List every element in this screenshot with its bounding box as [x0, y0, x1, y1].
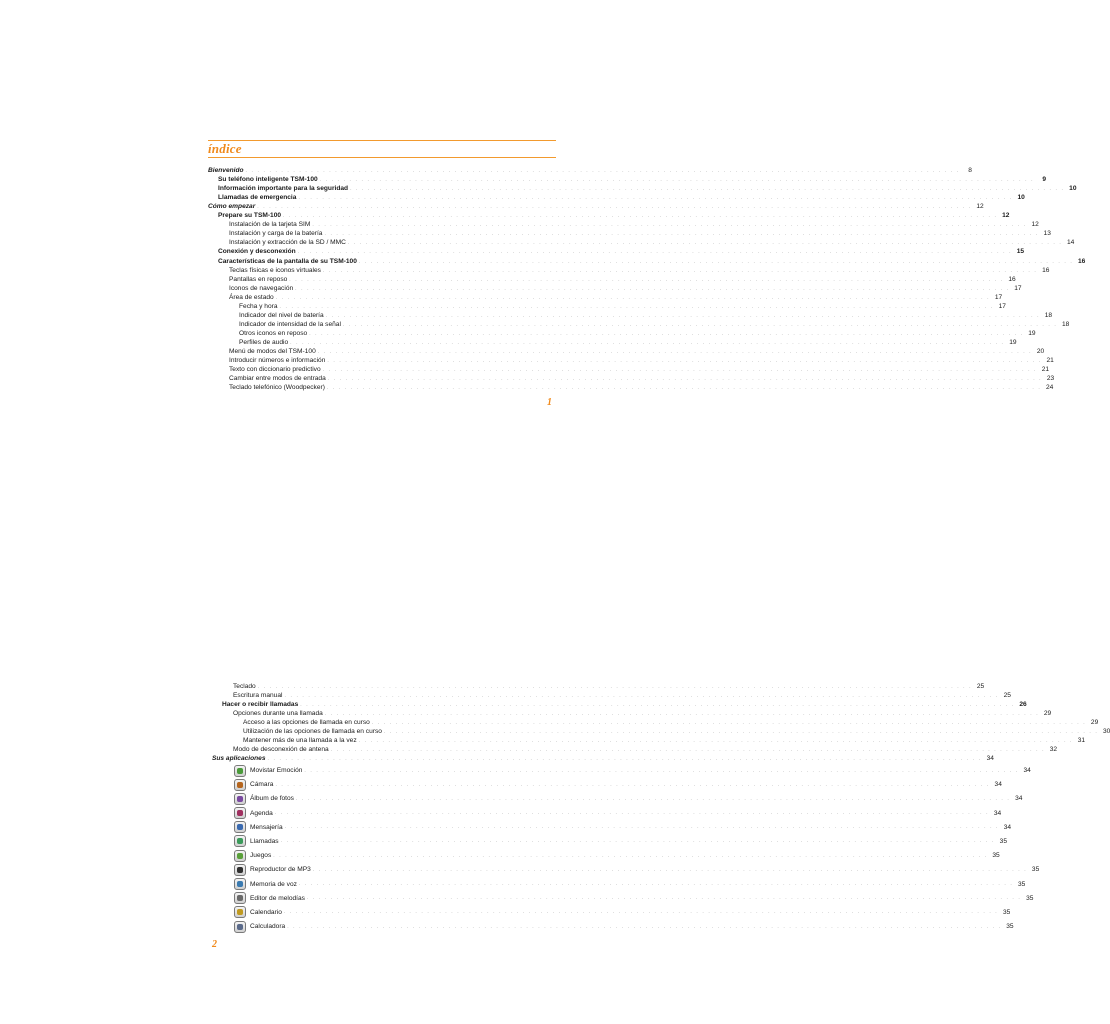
toc-leader-dots: . . . . . . . . . . . . . . . . . . . . . . . . . . . . . . . . . . . . . . . . . . . . . . . . . . . . . . . . . . . . . . . . . . . . . . . . . . . . . . . . . . . . . . . . . . . . . . . . . . . . . . . . . . . . . . . . . . . . . . . . [317, 348, 1033, 355]
app-entry-page: 35 [1006, 923, 1014, 931]
app-icon-glyph [237, 768, 243, 774]
toc-entry[interactable] [208, 275, 1016, 284]
app-icon-glyph [237, 909, 243, 915]
toc-entry-page: 8 [968, 167, 972, 175]
toc-entry[interactable] [212, 745, 1058, 754]
toc-leader-dots: . . . . . . . . . . . . . . . . . . . . . . . . . . . . . . . . . . . . . . . . . . . . . . . . . . . . . . . . . . . . . . . . . . . . . . . . . . . . . . . . . . . . . . . . . . . . . . . . . . . . . . . . . . . . . . . . . . . . . . . . [284, 693, 999, 700]
toc-entry-label: Acceso a las opciones de llamada en curso [243, 719, 370, 727]
toc-entry-label: Pantallas en reposo [229, 275, 288, 283]
applications-list [212, 763, 1040, 933]
mp3-player-icon [234, 864, 246, 876]
app-entry[interactable] [212, 778, 1002, 792]
toc-entry-page: 13 [1043, 230, 1051, 238]
toc-leader-dots: . . . . . . . . . . . . . . . . . . . . . . . . . . . . . . . . . . . . . . . . . . . . . . . . . . . . . . . . . . . . . . . . . . . . . . . . . . . . . . . . . . . . . . . . . . . . . . . . . . . . . . . . . . . . . . . . . . . . . . . . [257, 204, 972, 211]
app-entry[interactable] [212, 820, 1012, 834]
app-icon-glyph [237, 853, 243, 859]
app-icon-glyph [237, 924, 243, 930]
toc-entry-page: 12 [976, 203, 984, 211]
toc-leader-dots: . . . . . . . . . . . . . . . . . . . . . . . . . . . . . . . . . . . . . . . . . . . . . . . . . . . . . . . . . . . . . . . . . . . . . . . . . . . . . . . . . . . . . . . . . . . . . . . . . . . . . . . . . . . . . . . . . . . . . . . . [297, 249, 1013, 256]
toc-entry-page: 14 [1066, 239, 1075, 247]
toc-entry-page: 26 [1019, 701, 1027, 709]
toc-leader-dots: . . . . . . . . . . . . . . . . . . . . . . . . . . . . . . . . . . . . . . . . . . . . . . . . . . . . . . . . . . . . . . . . . . . . . . . . . . . . . . . . . . . . . . . . . . . . . . . . . . . . . . . . . . . . . . . . . . . . . . . . [289, 276, 1004, 283]
toc-page-2 [212, 682, 1110, 934]
toc-entry[interactable] [212, 682, 985, 691]
melody-editor-icon [234, 892, 246, 904]
toc-leader-dots: . . . . . . . . . . . . . . . . . . . . . . . . . . . . . . . . . . . . . . . . . . . . . . . . . . . . . . . . . . . . . . . . . . . . . . . . . . . . . . . . . . . . . . . . . . . . . . . . . . . . . . . . . . . . . . . . . . . . . . . . [283, 909, 999, 916]
toc-entry-page: 30 [1103, 728, 1110, 736]
toc-entry-label: Instalación y extracción de la SD / MMC [229, 239, 346, 247]
toc-entry-label: Opciones durante una llamada [233, 710, 323, 718]
toc-entry-page: 10 [1069, 185, 1077, 193]
app-entry-label: Cámara [250, 781, 274, 789]
app-icon-glyph [237, 796, 243, 802]
toc-leader-dots: . . . . . . . . . . . . . . . . . . . . . . . . . . . . . . . . . . . . . . . . . . . . . . . . . . . . . . . . . . . . . . . . . . . . . . . . . . . . . . . . . . . . . . . . . . . . . . . . . . . . . . . . . . . . . . . . . . . . . . . . [358, 738, 1074, 745]
toc-leader-dots: . . . . . . . . . . . . . . . . . . . . . . . . . . . . . . . . . . . . . . . . . . . . . . . . . . . . . . . . . . . . . . . . . . . . . . . . . . . . . . . . . . . . . . . . . . . . . . . . . . . . . . . . . . . . . . . . . . . . . . . . [371, 720, 1087, 727]
app-entry[interactable] [212, 877, 1026, 891]
app-entry-page: 35 [1031, 866, 1040, 874]
toc-entry-page: 18 [1044, 311, 1053, 319]
calls-icon [234, 835, 246, 847]
toc-leader-dots: . . . . . . . . . . . . . . . . . . . . . . . . . . . . . . . . . . . . . . . . . . . . . . . . . . . . . . . . . . . . . . . . . . . . . . . . . . . . . . . . . . . . . . . . . . . . . . . . . . . . . . . . . . . . . . . . . . . . . . . . [275, 294, 991, 301]
toc-leader-dots: . . . . . . . . . . . . . . . . . . . . . . . . . . . . . . . . . . . . . . . . . . . . . . . . . . . . . . . . . . . . . . . . . . . . . . . . . . . . . . . . . . . . . . . . . . . . . . . . . . . . . . . . . . . . . . . . . . . . . . . . [267, 756, 982, 763]
toc-leader-dots: . . . . . . . . . . . . . . . . . . . . . . . . . . . . . . . . . . . . . . . . . . . . . . . . . . . . . . . . . . . . . . . . . . . . . . . . . . . . . . . . . . . . . . . . . . . . . . . . . . . . . . . . . . . . . . . . . . . . . . . . [330, 747, 1046, 754]
app-entry-page: 34 [993, 809, 1002, 817]
app-icon-glyph [237, 824, 243, 830]
app-entry-page: 35 [1018, 880, 1026, 888]
app-entry-label: Agenda [250, 809, 273, 817]
toc-entry-label: Información importante para la seguridad [218, 185, 349, 193]
toc-entry[interactable] [208, 383, 1054, 392]
movistar-icon [234, 765, 246, 777]
toc-entry-page: 19 [1009, 338, 1017, 346]
app-entry-label: Memoria de voz [250, 880, 297, 888]
app-entry-label: Álbum de fotos [250, 795, 294, 803]
toc-list-page-2 [212, 682, 1110, 763]
app-entry-page: 34 [1023, 767, 1031, 775]
toc-entry-label: Fecha y hora [239, 302, 278, 310]
toc-entry-label: Conexión y desconexión [218, 248, 296, 256]
toc-leader-dots: . . . . . . . . . . . . . . . . . . . . . . . . . . . . . . . . . . . . . . . . . . . . . . . . . . . . . . . . . . . . . . . . . . . . . . . . . . . . . . . . . . . . . . . . . . . . . . . . . . . . . . . . . . . . . . . . . . . . . . . . [383, 729, 1099, 736]
toc-leader-dots: . . . . . . . . . . . . . . . . . . . . . . . . . . . . . . . . . . . . . . . . . . . . . . . . . . . . . . . . . . . . . . . . . . . . . . . . . . . . . . . . . . . . . . . . . . . . . . . . . . . . . . . . . . . . . . . . . . . . . . . . [257, 684, 973, 691]
photo-album-icon [234, 793, 246, 805]
toc-leader-dots: . . . . . . . . . . . . . . . . . . . . . . . . . . . . . . . . . . . . . . . . . . . . . . . . . . . . . . . . . . . . . . . . . . . . . . . . . . . . . . . . . . . . . . . . . . . . . . . . . . . . . . . . . . . . . . . . . . . . . . . . [298, 195, 1013, 202]
toc-entry-page: 32 [1049, 746, 1058, 754]
app-icon-glyph [237, 895, 243, 901]
voice-memo-icon [234, 878, 246, 890]
toc-leader-dots: . . . . . . . . . . . . . . . . . . . . . . . . . . . . . . . . . . . . . . . . . . . . . . . . . . . . . . . . . . . . . . . . . . . . . . . . . . . . . . . . . . . . . . . . . . . . . . . . . . . . . . . . . . . . . . . . . . . . . . . . [325, 312, 1041, 319]
toc-entry-label: Cómo empezar [208, 203, 256, 211]
toc-leader-dots: . . . . . . . . . . . . . . . . . . . . . . . . . . . . . . . . . . . . . . . . . . . . . . . . . . . . . . . . . . . . . . . . . . . . . . . . . . . . . . . . . . . . . . . . . . . . . . . . . . . . . . . . . . . . . . . . . . . . . . . . [273, 852, 988, 859]
toc-entry-label: Instalación de la tarjeta SIM [229, 221, 311, 229]
toc-entry[interactable] [208, 193, 1025, 202]
toc-entry[interactable] [208, 338, 1017, 347]
toc-leader-dots: . . . . . . . . . . . . . . . . . . . . . . . . . . . . . . . . . . . . . . . . . . . . . . . . . . . . . . . . . . . . . . . . . . . . . . . . . . . . . . . . . . . . . . . . . . . . . . . . . . . . . . . . . . . . . . . . . . . . . . . . [319, 177, 1035, 184]
toc-leader-dots: . . . . . . . . . . . . . . . . . . . . . . . . . . . . . . . . . . . . . . . . . . . . . . . . . . . . . . . . . . . . . . . . . . . . . . . . . . . . . . . . . . . . . . . . . . . . . . . . . . . . . . . . . . . . . . . . . . . . . . . . [245, 168, 960, 175]
toc-entry-page: 12 [1031, 221, 1039, 229]
toc-entry[interactable] [208, 356, 1054, 365]
toc-entry[interactable] [208, 266, 1050, 275]
page-number: 1 [547, 397, 552, 408]
toc-entry-label: Modo de desconexión de antena [233, 746, 329, 754]
app-icon-glyph [237, 867, 243, 873]
toc-entry-label: Utilización de las opciones de llamada en curso [243, 728, 382, 736]
toc-entry[interactable] [212, 754, 994, 763]
toc-entry-page: 10 [1017, 194, 1025, 202]
toc-leader-dots: . . . . . . . . . . . . . . . . . . . . . . . . . . . . . . . . . . . . . . . . . . . . . . . . . . . . . . . . . . . . . . . . . . . . . . . . . . . . . . . . . . . . . . . . . . . . . . . . . . . . . . . . . . . . . . . . . . . . . . . . [280, 838, 996, 845]
toc-page-1 [208, 140, 1086, 392]
toc-entry-label: Mantener más de una llamada a la vez [243, 737, 357, 745]
toc-entry-page: 18 [1062, 320, 1070, 328]
toc-entry[interactable] [208, 184, 1077, 193]
toc-leader-dots: . . . . . . . . . . . . . . . . . . . . . . . . . . . . . . . . . . . . . . . . . . . . . . . . . . . . . . . . . . . . . . . . . . . . . . . . . . . . . . . . . . . . . . . . . . . . . . . . . . . . . . . . . . . . . . . . . . . . . . . . [298, 881, 1014, 888]
calendar-icon [234, 906, 246, 918]
toc-leader-dots: . . . . . . . . . . . . . . . . . . . . . . . . . . . . . . . . . . . . . . . . . . . . . . . . . . . . . . . . . . . . . . . . . . . . . . . . . . . . . . . . . . . . . . . . . . . . . . . . . . . . . . . . . . . . . . . . . . . . . . . . [322, 267, 1038, 274]
app-entry-page: 35 [1026, 894, 1034, 902]
toc-leader-dots: . . . . . . . . . . . . . . . . . . . . . . . . . . . . . . . . . . . . . . . . . . . . . . . . . . . . . . . . . . . . . . . . . . . . . . . . . . . . . . . . . . . . . . . . . . . . . . . . . . . . . . . . . . . . . . . . . . . . . . . . [342, 321, 1058, 328]
toc-entry-label: Texto con diccionario predictivo [229, 366, 321, 374]
toc-entry-page: 12 [1002, 212, 1010, 220]
toc-entry-label: Hacer o recibir llamadas [222, 701, 299, 709]
toc-entry[interactable] [212, 727, 1110, 736]
app-entry-label: Calendario [250, 908, 282, 916]
games-icon [234, 850, 246, 862]
app-icon-glyph [237, 782, 243, 788]
toc-entry-label: Cambiar entre modos de entrada [229, 375, 326, 383]
app-entry[interactable] [212, 905, 1011, 919]
toc-entry-label: Prepare su TSM-100 [218, 212, 282, 220]
app-entry[interactable] [212, 806, 1002, 820]
app-entry[interactable] [212, 891, 1034, 905]
app-icon-glyph [237, 810, 243, 816]
toc-entry[interactable] [212, 718, 1099, 727]
toc-entry-label: Iconos de navegación [229, 284, 294, 292]
toc-entry-page: 31 [1077, 737, 1086, 745]
toc-entry[interactable] [212, 736, 1086, 745]
toc-entry[interactable] [208, 166, 972, 175]
camera-icon [234, 779, 246, 791]
toc-entry[interactable] [208, 365, 1050, 374]
toc-leader-dots: . . . . . . . . . . . . . . . . . . . . . . . . . . . . . . . . . . . . . . . . . . . . . . . . . . . . . . . . . . . . . . . . . . . . . . . . . . . . . . . . . . . . . . . . . . . . . . . . . . . . . . . . . . . . . . . . . . . . . . . . [309, 330, 1024, 337]
app-entry-label: Movistar Emoción [250, 767, 303, 775]
agenda-icon [234, 807, 246, 819]
toc-entry[interactable] [208, 284, 1022, 293]
toc-entry[interactable] [208, 229, 1051, 238]
toc-entry-page: 16 [1077, 257, 1086, 265]
app-entry-page: 35 [992, 852, 1000, 860]
app-icon-glyph [237, 838, 243, 844]
toc-entry-page: 23 [1046, 375, 1055, 383]
toc-list-page-1 [208, 166, 1086, 392]
app-entry[interactable] [212, 792, 1023, 806]
toc-entry-page: 25 [976, 683, 985, 691]
app-entry-label: Mensajería [250, 823, 283, 831]
toc-entry[interactable] [208, 238, 1075, 247]
toc-leader-dots: . . . . . . . . . . . . . . . . . . . . . . . . . . . . . . . . . . . . . . . . . . . . . . . . . . . . . . . . . . . . . . . . . . . . . . . . . . . . . . . . . . . . . . . . . . . . . . . . . . . . . . . . . . . . . . . . . . . . . . . . [287, 923, 1002, 930]
toc-entry-label: Teclado [233, 683, 256, 691]
toc-entry-label: Menú de modos del TSM-100 [229, 347, 316, 355]
toc-leader-dots: . . . . . . . . . . . . . . . . . . . . . . . . . . . . . . . . . . . . . . . . . . . . . . . . . . . . . . . . . . . . . . . . . . . . . . . . . . . . . . . . . . . . . . . . . . . . . . . . . . . . . . . . . . . . . . . . . . . . . . . . [326, 385, 1042, 392]
toc-entry-page: 34 [986, 755, 994, 763]
toc-entry[interactable] [208, 175, 1047, 184]
toc-entry-page: 17 [1014, 284, 1022, 292]
toc-entry[interactable] [208, 293, 1003, 302]
toc-leader-dots: . . . . . . . . . . . . . . . . . . . . . . . . . . . . . . . . . . . . . . . . . . . . . . . . . . . . . . . . . . . . . . . . . . . . . . . . . . . . . . . . . . . . . . . . . . . . . . . . . . . . . . . . . . . . . . . . . . . . . . . . [284, 824, 1000, 831]
toc-leader-dots: . . . . . . . . . . . . . . . . . . . . . . . . . . . . . . . . . . . . . . . . . . . . . . . . . . . . . . . . . . . . . . . . . . . . . . . . . . . . . . . . . . . . . . . . . . . . . . . . . . . . . . . . . . . . . . . . . . . . . . . . [327, 358, 1042, 365]
toc-entry-page: 21 [1041, 366, 1050, 374]
toc-entry[interactable] [208, 320, 1070, 329]
app-icon-glyph [237, 881, 243, 887]
toc-leader-dots: . . . . . . . . . . . . . . . . . . . . . . . . . . . . . . . . . . . . . . . . . . . . . . . . . . . . . . . . . . . . . . . . . . . . . . . . . . . . . . . . . . . . . . . . . . . . . . . . . . . . . . . . . . . . . . . . . . . . . . . . [295, 795, 1011, 802]
toc-entry-page: 16 [1042, 266, 1050, 274]
app-entry-page: 34 [1003, 823, 1012, 831]
toc-entry[interactable] [212, 709, 1052, 718]
toc-entry-label: Sus aplicaciones [212, 755, 266, 763]
app-entry[interactable] [212, 919, 1014, 933]
toc-entry[interactable] [208, 329, 1036, 338]
toc-leader-dots: . . . . . . . . . . . . . . . . . . . . . . . . . . . . . . . . . . . . . . . . . . . . . . . . . . . . . . . . . . . . . . . . . . . . . . . . . . . . . . . . . . . . . . . . . . . . . . . . . . . . . . . . . . . . . . . . . . . . . . . . [312, 866, 1028, 873]
page-number: 2 [212, 939, 217, 950]
toc-leader-dots: . . . . . . . . . . . . . . . . . . . . . . . . . . . . . . . . . . . . . . . . . . . . . . . . . . . . . . . . . . . . . . . . . . . . . . . . . . . . . . . . . . . . . . . . . . . . . . . . . . . . . . . . . . . . . . . . . . . . . . . . [312, 222, 1027, 229]
toc-leader-dots: . . . . . . . . . . . . . . . . . . . . . . . . . . . . . . . . . . . . . . . . . . . . . . . . . . . . . . . . . . . . . . . . . . . . . . . . . . . . . . . . . . . . . . . . . . . . . . . . . . . . . . . . . . . . . . . . . . . . . . . . [327, 376, 1043, 383]
toc-entry[interactable] [208, 247, 1025, 256]
app-entry[interactable] [212, 849, 1000, 863]
toc-entry-label: Perfiles de audio [239, 338, 289, 346]
toc-leader-dots: . . . . . . . . . . . . . . . . . . . . . . . . . . . . . . . . . . . . . . . . . . . . . . . . . . . . . . . . . . . . . . . . . . . . . . . . . . . . . . . . . . . . . . . . . . . . . . . . . . . . . . . . . . . . . . . . . . . . . . . . [274, 810, 990, 817]
toc-entry[interactable] [212, 700, 1027, 709]
toc-entry-label: Instalación y carga de la batería [229, 230, 323, 238]
app-entry-page: 34 [1015, 795, 1023, 803]
toc-entry-label: Área de estado [229, 293, 274, 301]
app-entry-label: Llamadas [250, 837, 279, 845]
toc-entry[interactable] [208, 202, 984, 211]
toc-entry-page: 17 [994, 293, 1003, 301]
calculator-icon [234, 921, 246, 933]
toc-entry-label: Llamadas de emergencia [218, 194, 297, 202]
toc-entry[interactable] [208, 347, 1045, 356]
toc-entry-label: Bienvenido [208, 167, 244, 175]
messaging-icon [234, 821, 246, 833]
toc-entry-page: 29 [1090, 719, 1099, 727]
app-entry-label: Juegos [250, 852, 272, 860]
toc-leader-dots: . . . . . . . . . . . . . . . . . . . . . . . . . . . . . . . . . . . . . . . . . . . . . . . . . . . . . . . . . . . . . . . . . . . . . . . . . . . . . . . . . . . . . . . . . . . . . . . . . . . . . . . . . . . . . . . . . . . . . . . . [304, 767, 1019, 774]
toc-entry-label: Su teléfono inteligente TSM-100 [218, 176, 318, 184]
app-entry[interactable] [212, 863, 1040, 877]
toc-leader-dots: . . . . . . . . . . . . . . . . . . . . . . . . . . . . . . . . . . . . . . . . . . . . . . . . . . . . . . . . . . . . . . . . . . . . . . . . . . . . . . . . . . . . . . . . . . . . . . . . . . . . . . . . . . . . . . . . . . . . . . . . [295, 285, 1010, 292]
toc-entry-label: Otros iconos en reposo [239, 329, 308, 337]
app-entry[interactable] [212, 834, 1008, 848]
toc-entry-page: 16 [1008, 275, 1016, 283]
toc-entry[interactable] [208, 374, 1055, 383]
toc-entry-label: Introducir números e información [229, 357, 326, 365]
toc-leader-dots: . . . . . . . . . . . . . . . . . . . . . . . . . . . . . . . . . . . . . . . . . . . . . . . . . . . . . . . . . . . . . . . . . . . . . . . . . . . . . . . . . . . . . . . . . . . . . . . . . . . . . . . . . . . . . . . . . . . . . . . . [283, 213, 998, 220]
toc-leader-dots: . . . . . . . . . . . . . . . . . . . . . . . . . . . . . . . . . . . . . . . . . . . . . . . . . . . . . . . . . . . . . . . . . . . . . . . . . . . . . . . . . . . . . . . . . . . . . . . . . . . . . . . . . . . . . . . . . . . . . . . . [324, 711, 1040, 718]
toc-entry-page: 17 [998, 302, 1006, 310]
toc-entry-page: 29 [1043, 710, 1052, 718]
toc-leader-dots: . . . . . . . . . . . . . . . . . . . . . . . . . . . . . . . . . . . . . . . . . . . . . . . . . . . . . . . . . . . . . . . . . . . . . . . . . . . . . . . . . . . . . . . . . . . . . . . . . . . . . . . . . . . . . . . . . . . . . . . . [358, 258, 1074, 265]
toc-entry[interactable] [208, 311, 1053, 320]
toc-entry-label: Teclado telefónico (Woodpecker) [229, 384, 325, 392]
toc-leader-dots: . . . . . . . . . . . . . . . . . . . . . . . . . . . . . . . . . . . . . . . . . . . . . . . . . . . . . . . . . . . . . . . . . . . . . . . . . . . . . . . . . . . . . . . . . . . . . . . . . . . . . . . . . . . . . . . . . . . . . . . . [290, 339, 1005, 346]
toc-entry-page: 9 [1042, 176, 1047, 184]
toc-title: índice [208, 141, 242, 156]
toc-leader-dots: . . . . . . . . . . . . . . . . . . . . . . . . . . . . . . . . . . . . . . . . . . . . . . . . . . . . . . . . . . . . . . . . . . . . . . . . . . . . . . . . . . . . . . . . . . . . . . . . . . . . . . . . . . . . . . . . . . . . . . . . [347, 240, 1063, 247]
toc-entry[interactable] [212, 691, 1011, 700]
toc-entry[interactable] [208, 211, 1010, 220]
toc-leader-dots: . . . . . . . . . . . . . . . . . . . . . . . . . . . . . . . . . . . . . . . . . . . . . . . . . . . . . . . . . . . . . . . . . . . . . . . . . . . . . . . . . . . . . . . . . . . . . . . . . . . . . . . . . . . . . . . . . . . . . . . . [306, 895, 1022, 902]
toc-entry[interactable] [208, 256, 1086, 265]
toc-leader-dots: . . . . . . . . . . . . . . . . . . . . . . . . . . . . . . . . . . . . . . . . . . . . . . . . . . . . . . . . . . . . . . . . . . . . . . . . . . . . . . . . . . . . . . . . . . . . . . . . . . . . . . . . . . . . . . . . . . . . . . . . [300, 702, 1015, 709]
toc-entry-label: Características de la pantalla de su TSM-100 [218, 257, 357, 265]
app-entry-label: Calculadora [250, 923, 286, 931]
app-entry-page: 35 [1002, 908, 1011, 916]
toc-entry-label: Escritura manual [233, 692, 283, 700]
toc-entry-label: Indicador de intensidad de la señal [239, 320, 341, 328]
toc-leader-dots: . . . . . . . . . . . . . . . . . . . . . . . . . . . . . . . . . . . . . . . . . . . . . . . . . . . . . . . . . . . . . . . . . . . . . . . . . . . . . . . . . . . . . . . . . . . . . . . . . . . . . . . . . . . . . . . . . . . . . . . . [350, 186, 1065, 193]
toc-entry-page: 20 [1036, 347, 1045, 355]
toc-entry[interactable] [208, 302, 1006, 311]
toc-leader-dots: . . . . . . . . . . . . . . . . . . . . . . . . . . . . . . . . . . . . . . . . . . . . . . . . . . . . . . . . . . . . . . . . . . . . . . . . . . . . . . . . . . . . . . . . . . . . . . . . . . . . . . . . . . . . . . . . . . . . . . . . [322, 367, 1038, 374]
app-entry-label: Reproductor de MP3 [250, 866, 311, 874]
toc-leader-dots: . . . . . . . . . . . . . . . . . . . . . . . . . . . . . . . . . . . . . . . . . . . . . . . . . . . . . . . . . . . . . . . . . . . . . . . . . . . . . . . . . . . . . . . . . . . . . . . . . . . . . . . . . . . . . . . . . . . . . . . . [324, 231, 1039, 238]
toc-leader-dots: . . . . . . . . . . . . . . . . . . . . . . . . . . . . . . . . . . . . . . . . . . . . . . . . . . . . . . . . . . . . . . . . . . . . . . . . . . . . . . . . . . . . . . . . . . . . . . . . . . . . . . . . . . . . . . . . . . . . . . . . [275, 781, 990, 788]
app-entry-page: 34 [994, 781, 1002, 789]
toc-entry-page: 15 [1016, 248, 1025, 256]
app-entry[interactable] [212, 763, 1031, 777]
toc-entry-page: 24 [1045, 384, 1054, 392]
toc-entry-page: 25 [1003, 692, 1011, 700]
toc-title-bar [208, 140, 556, 158]
app-entry-page: 35 [999, 837, 1008, 845]
toc-leader-dots: . . . . . . . . . . . . . . . . . . . . . . . . . . . . . . . . . . . . . . . . . . . . . . . . . . . . . . . . . . . . . . . . . . . . . . . . . . . . . . . . . . . . . . . . . . . . . . . . . . . . . . . . . . . . . . . . . . . . . . . . [279, 303, 994, 310]
toc-entry-page: 21 [1046, 357, 1054, 365]
toc-entry-label: Teclas físicas e iconos virtuales [229, 266, 321, 274]
toc-entry[interactable] [208, 220, 1039, 229]
toc-entry-label: Indicador del nivel de batería [239, 311, 324, 319]
toc-entry-page: 19 [1028, 329, 1036, 337]
app-entry-label: Editor de melodías [250, 894, 305, 902]
